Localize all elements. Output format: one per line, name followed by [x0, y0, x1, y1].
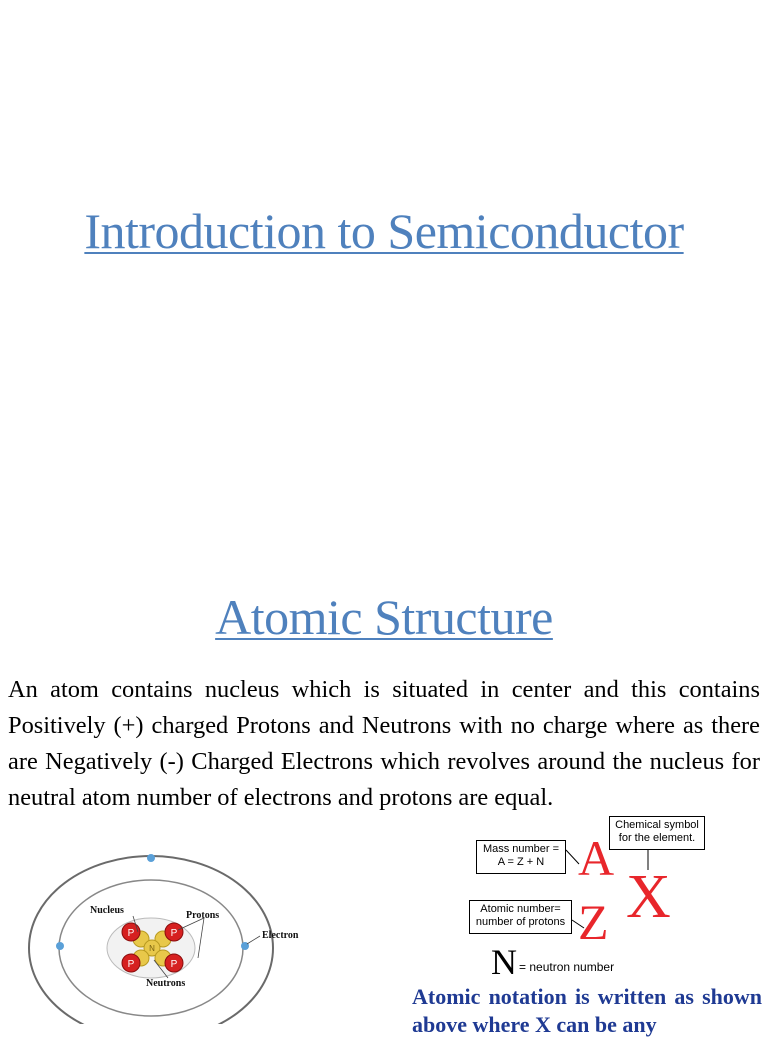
- mass-number-symbol: A: [578, 830, 615, 886]
- mass-number-box: [476, 840, 566, 874]
- atom-diagram: [18, 850, 338, 1024]
- electron-label: Electron: [262, 930, 299, 941]
- atomic-number-line1: Atomic number=: [480, 903, 561, 915]
- atomic-structure-paragraph: An atom contains nucleus which is situated in center and this contains Positively (+) charged Protons and Neutrons with no charge where as there are Negatively (-) Charged Electrons which revolves around the nucleus for neutral atom number of electrons and protons are equal.: [8, 676, 760, 811]
- electron-left: [56, 942, 64, 950]
- nucleus-label: Nucleus: [90, 905, 124, 916]
- atomic-notation-diagram: [466, 812, 716, 982]
- atomic-notation-note: Atomic notation is written as shown above where X can be any: [412, 984, 762, 1037]
- chemical-symbol-line1: Chemical symbol: [615, 819, 699, 831]
- neutron-number-label: = neutron number: [519, 960, 615, 974]
- element-symbol: X: [626, 863, 671, 931]
- neutron-number-symbol: N: [491, 942, 517, 982]
- electron-top: [147, 854, 155, 862]
- atomic-number-line2: number of protons: [475, 916, 566, 928]
- chemical-symbol-box: [609, 816, 705, 850]
- atomic-number-symbol: Z: [578, 894, 609, 950]
- proton-letter: P: [170, 928, 178, 939]
- proton-letter: P: [127, 959, 135, 970]
- slide-title-intro: Introduction to Semiconductor: [84, 203, 684, 259]
- mass-number-line1: Mass number =: [482, 843, 560, 855]
- protons-label: Protons: [186, 910, 220, 921]
- neutron-letter: N: [149, 944, 155, 953]
- mass-number-line2: A = Z + N: [497, 856, 545, 868]
- slide-title-atomic-structure: Atomic Structure: [215, 589, 553, 645]
- proton-letter: P: [170, 959, 178, 970]
- chemical-symbol-line2: for the element.: [618, 832, 696, 844]
- atomic-number-box: [469, 900, 572, 934]
- proton-letter: P: [127, 928, 135, 939]
- neutrons-label: Neutrons: [146, 978, 186, 989]
